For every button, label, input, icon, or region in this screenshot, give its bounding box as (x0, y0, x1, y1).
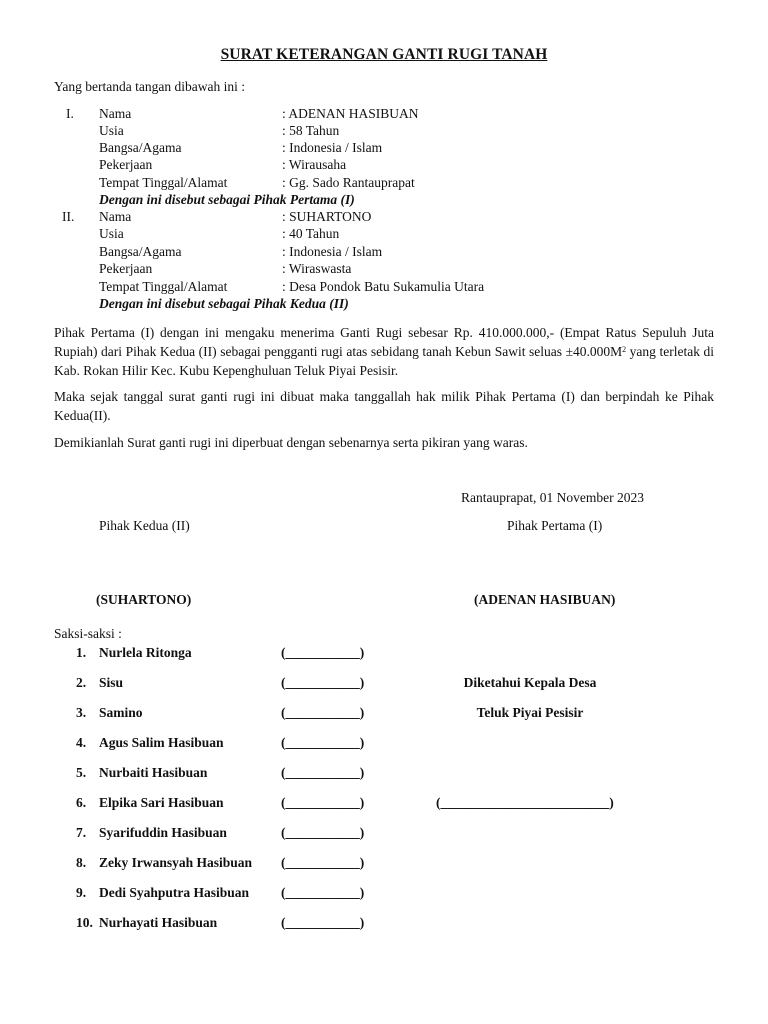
party-field-label: Tempat Tinggal/Alamat (99, 279, 228, 294)
witness-name: Nurhayati Hasibuan (99, 915, 218, 930)
witness-name: Dedi Syahputra Hasibuan (99, 885, 250, 900)
witness-name: Zeky Irwansyah Hasibuan (99, 855, 253, 870)
witness-number: 3. (76, 705, 87, 720)
intro-text: Yang bertanda tangan dibawah ini : (54, 79, 245, 94)
signer-role-right: Pihak Pertama (I) (507, 518, 603, 533)
witness-number: 2. (76, 675, 87, 690)
party-field-value: : SUHARTONO (282, 209, 372, 224)
witness-heading: Saksi-saksi : (54, 626, 122, 641)
witness-number: 8. (76, 855, 87, 870)
witness-number: 5. (76, 765, 87, 780)
party-field-value: : ADENAN HASIBUAN (282, 106, 419, 121)
witness-signature-line: (___________) (281, 735, 365, 750)
witness-signature-line: (___________) (281, 855, 365, 870)
party-numeral: II. (62, 209, 75, 224)
witness-name: Sisu (99, 675, 124, 690)
party-field-label: Pekerjaan (99, 261, 153, 276)
party-field-label: Bangsa/Agama (99, 140, 182, 155)
witness-signature-line: (___________) (281, 825, 365, 840)
document-title: SURAT KETERANGAN GANTI RUGI TANAH (220, 46, 548, 63)
witness-name: Nurbaiti Hasibuan (99, 765, 208, 780)
witness-name: Elpika Sari Hasibuan (99, 795, 224, 810)
ownership-paragraph: Maka sejak tanggal surat ganti rugi ini dibuat maka tanggallah hak milik Pihak Pertama (I) dan berpindah ke Pihak Kedua(II). (54, 389, 714, 423)
witness-signature-line: (___________) (281, 795, 365, 810)
party-field-value: : Desa Pondok Batu Sukamulia Utara (282, 279, 485, 294)
party-field-label: Usia (99, 226, 124, 241)
party-field-value: : Wiraswasta (282, 261, 352, 276)
party-field-label: Pekerjaan (99, 157, 153, 172)
closing-paragraph: Demikianlah Surat ganti rugi ini diperbuat dengan sebenarnya serta pikiran yang waras. (54, 435, 528, 450)
party-field-value: : Wirausaha (282, 157, 347, 172)
village-head-title: Diketahui Kepala Desa (463, 675, 597, 690)
party-note: Dengan ini disebut sebagai Pihak Kedua (II) (99, 296, 349, 311)
witness-signature-line: (___________) (281, 705, 365, 720)
witness-signature-line: (___________) (281, 645, 365, 660)
party-field-label: Usia (99, 123, 124, 138)
village-name: Teluk Piyai Pesisir (476, 705, 584, 720)
party-field-label: Nama (99, 209, 132, 224)
witness-signature-line: (___________) (281, 675, 365, 690)
payment-paragraph (54, 323, 714, 380)
place-date: Rantauprapat, 01 November 2023 (461, 490, 644, 505)
signer-role-left: Pihak Kedua (II) (99, 518, 190, 533)
signer-name-right: (ADENAN HASIBUAN) (474, 592, 616, 607)
party-note: Dengan ini disebut sebagai Pihak Pertama (I) (99, 192, 355, 207)
party-field-value: : Indonesia / Islam (282, 244, 383, 259)
payment-text: Pihak Pertama (I) dengan ini mengaku menerima Ganti Rugi sebesar Rp. 410.000.000,- (Empat Ratus Sepuluh Juta Rupiah) dari Pihak Kedua (II) sebagai pengganti rugi atas sebidang tanah Kebun Sawit seluas ±40.000M (54, 325, 714, 359)
witness-signature-line: (___________) (281, 885, 365, 900)
witness-number: 1. (76, 645, 87, 660)
witness-number: 9. (76, 885, 87, 900)
witness-number: 4. (76, 735, 87, 750)
witness-number: 7. (76, 825, 87, 840)
superscript: 2 (622, 345, 627, 354)
party-field-label: Nama (99, 106, 132, 121)
payment-text-cont: yang terletak di Kab. Rokan Hilir Kec. Kubu Kepenghuluan Teluk Piyai Pesisir. (54, 344, 714, 378)
village-head-signature-line: (_________________________) (436, 795, 614, 810)
witness-signature-line: (___________) (281, 765, 365, 780)
witness-name: Nurlela Ritonga (99, 645, 192, 660)
party-field-label: Tempat Tinggal/Alamat (99, 175, 228, 190)
witness-number: 6. (76, 795, 87, 810)
witness-signature-line: (___________) (281, 915, 365, 930)
party-field-value: : 40 Tahun (282, 226, 340, 241)
party-field-value: : Indonesia / Islam (282, 140, 383, 155)
witness-name: Agus Salim Hasibuan (99, 735, 224, 750)
party-field-value: : Gg. Sado Rantauprapat (282, 175, 415, 190)
witness-name: Samino (99, 705, 143, 720)
party-field-value: : 58 Tahun (282, 123, 340, 138)
party-numeral: I. (66, 106, 74, 121)
witness-name: Syarifuddin Hasibuan (99, 825, 227, 840)
signer-name-left: (SUHARTONO) (96, 592, 192, 607)
witness-number: 10. (76, 915, 93, 930)
party-field-label: Bangsa/Agama (99, 244, 182, 259)
